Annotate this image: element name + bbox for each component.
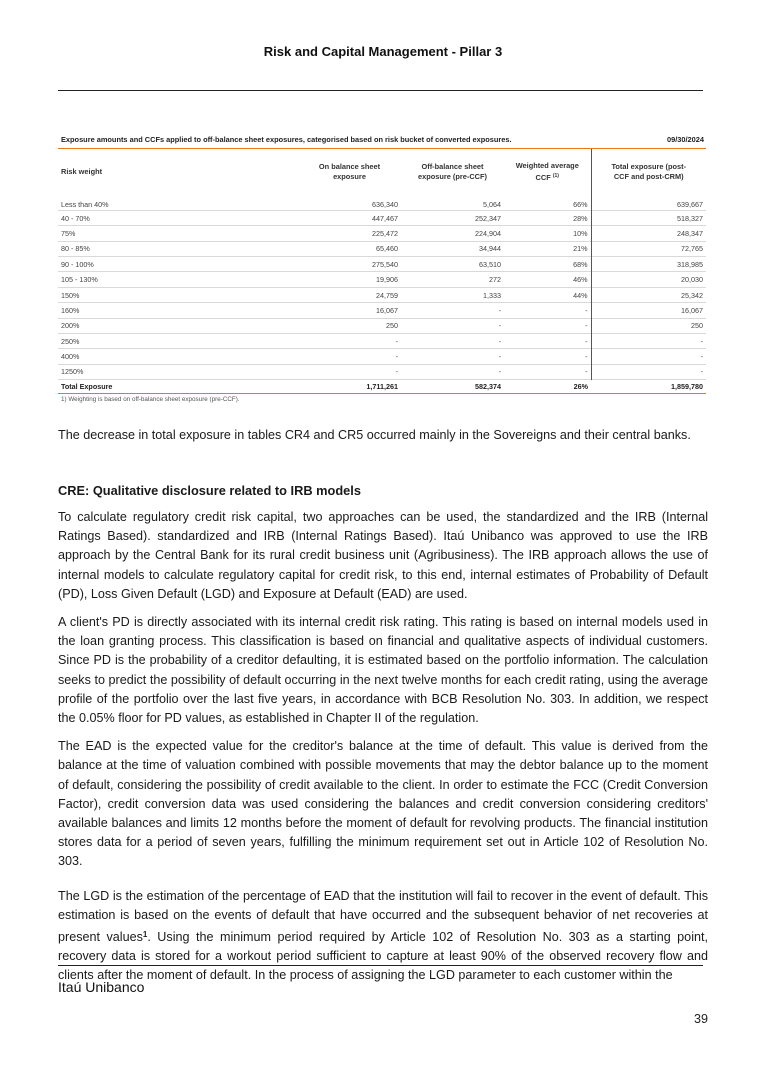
table-row: 80 - 85% 65,460 34,944 21% 72,765 bbox=[58, 241, 706, 256]
table-row: 1250% - - - - bbox=[58, 364, 706, 379]
page-number: 39 bbox=[693, 1012, 708, 1026]
header-risk-weight: Risk weight bbox=[61, 167, 103, 176]
header-off-balance: Off-balance sheet exposure (pre-CCF) bbox=[418, 162, 487, 181]
footnote-marker: 1 bbox=[142, 930, 148, 940]
table-row: 150% 24,759 1,333 44% 25,342 bbox=[58, 287, 706, 302]
paragraph-irb-approach: To calculate regulatory credit risk capital, two approaches can be used, the standardized and the IRB (Internal Ratings Based). standardized and IRB (Internal Ratings Based). Itaú Unibanco was approved to use the IRB approach by the Central Bank for its rural credit business unit (Agribusiness). The IRB approach allows the use of internal models to calculate regulatory capital for credit risk, to this end, internal estimates of Probability of Default (PD), Loss Given Default (LGD) and Exposure at Default (EAD) are used. bbox=[58, 510, 708, 601]
footer-company-name: Itaú Unibanco bbox=[58, 979, 145, 995]
table-row: 90 - 100% 275,540 63,510 68% 318,985 bbox=[58, 257, 706, 272]
header-divider bbox=[58, 90, 703, 91]
intro-paragraph: The decrease in total exposure in tables CR4 and CR5 occurred mainly in the Sovereigns and their central banks. bbox=[58, 428, 691, 442]
table-row: 160% 16,067 - - 16,067 bbox=[58, 303, 706, 318]
table-total-row: Total Exposure 1,711,261 582,374 26% 1,859,780 bbox=[58, 380, 706, 394]
table-footnote: 1) Weighting is based on off-balance sheet exposure (pre-CCF). bbox=[61, 396, 240, 404]
table-row: 40 - 70% 447,467 252,347 28% 518,327 bbox=[58, 210, 706, 225]
table-caption: Exposure amounts and CCFs applied to off-balance sheet exposures, categorised based on risk bucket of converted exposures. bbox=[61, 135, 512, 144]
exposure-table bbox=[58, 149, 706, 394]
footer-divider bbox=[58, 965, 703, 966]
header-on-balance: On balance sheet exposure bbox=[318, 162, 381, 181]
paragraph-lgd: The LGD is the estimation of the percentage of EAD that the institution will fail to recover in the event of default. This estimation is based on the events of default that have occurred and the subsequent behavior of net recoveries at present values$^1$. Using the minimum period required by Article 102 of Resolution No. 303 as a starting point, recovery data is stored for a workout period sufficient to capture at least 90% of the observed recovery flow and clients after the moment of default. In the process of assigning the LGD parameter to each customer within the bbox=[58, 888, 708, 983]
table-caption-bar bbox=[58, 134, 706, 148]
intro-paragraph-block bbox=[58, 426, 708, 454]
paragraph-pd: A client's PD is directly associated with its internal credit risk rating. This rating is based on internal models used in the loan granting process. This classification is based on financial and qualitative aspects of individual customers. Since PD is the probability of a creditor defaulting, it is estimated based on the portfolio information. The calculation seeks to predict the possibility of default occurring in the next twelve months for each credit rating, using the average profile of the portfolio over the last five years, in accordance with BCB Resolution No. 303. In addition, we respect the 0.05% floor for PD values, as established in Chapter II of the regulation. bbox=[58, 615, 708, 726]
exposure-table-section bbox=[58, 134, 706, 403]
table-row: 75% 225,472 224,904 10% 248,347 bbox=[58, 226, 706, 241]
section-heading: CRE: Qualitative disclosure related to IRB models bbox=[58, 483, 361, 498]
header-total-exposure: Total exposure (post- CCF and post-CRM) bbox=[611, 162, 687, 181]
table-header-row bbox=[58, 149, 706, 195]
paragraph-ead: The EAD is the expected value for the creditor's balance at the time of default. This value is derived from the balance at the time of valuation combined with possible movements that may the debtor balance up to the moment of default, considering the possibility of credit available to the client. In order to estimate the FCC (Credit Conversion Factor), credit conversion data was used considering the balances and credit conversion considering creditors' available balances and limits 12 months before the moment of default for revolving products. The financial institution stores data for a period of seven years, fulfilling the minimum requirement set out in Article 102 of Resolution No. 303. bbox=[58, 739, 708, 869]
table-date: 09/30/2024 bbox=[667, 135, 704, 144]
header-weighted-ccf: Weighted average CCF $^{(1)}$ bbox=[504, 149, 591, 195]
page-header-title: Risk and Capital Management - Pillar 3 bbox=[263, 44, 503, 59]
table-row: Less than 40% 636,340 5,064 66% 639,667 bbox=[58, 195, 706, 210]
table-row: 200% 250 - - 250 bbox=[58, 318, 706, 333]
cre-section bbox=[58, 483, 708, 995]
table-row: 105 - 130% 19,906 272 46% 20,030 bbox=[58, 272, 706, 287]
table-row: 250% - - - - bbox=[58, 334, 706, 349]
table-row: 400% - - - - bbox=[58, 349, 706, 364]
